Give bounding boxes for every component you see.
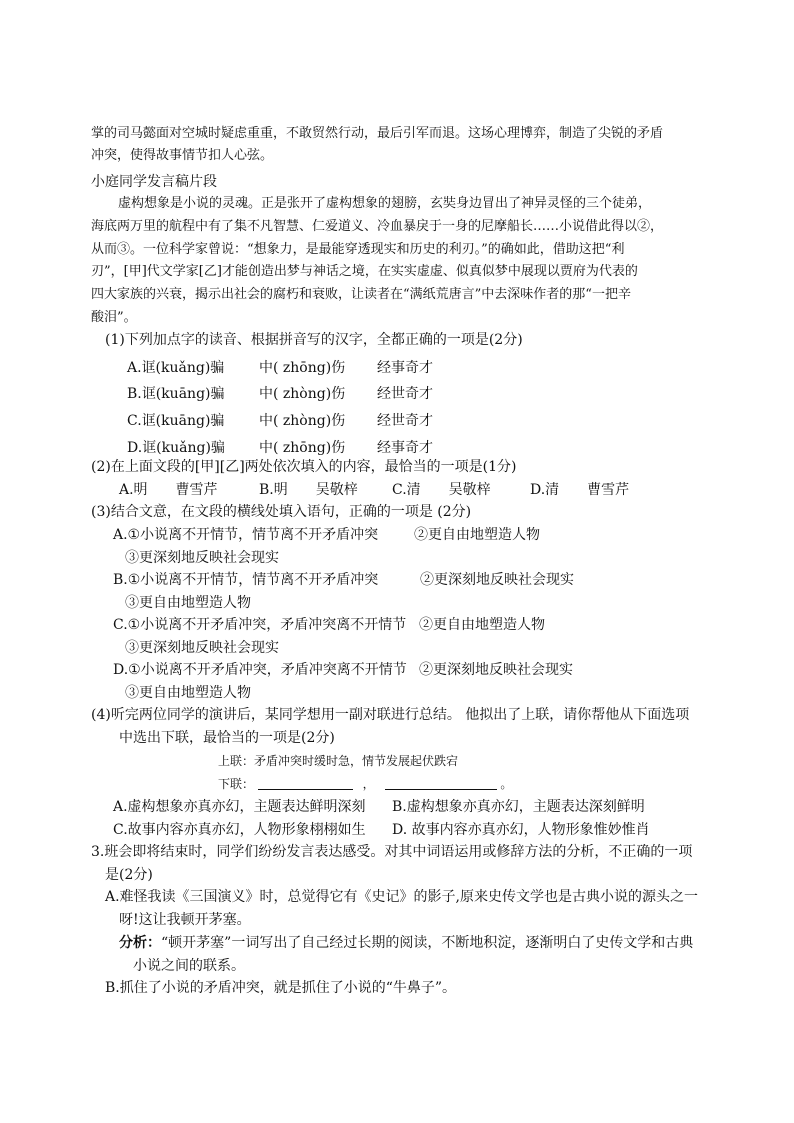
q1-option-a-word1: A.诓(kuǎng)骗 [127,360,225,376]
q3-option-d-line1: D.①小说离不开矛盾冲突，矛盾冲突离不开情节 [113,662,407,678]
q5-option-a-line1: A.难怪我读《三国演义》时，总觉得它有《史记》的影子,原来史传文学也是古典小说的源头之一 [105,889,699,905]
q5-analysis-line1 [119,935,693,952]
q4-period: 。 [500,777,513,791]
speech-line-3: 从而③。一位科学家曾说：“想象力，是最能穿透现实和历史的利刃。”的确如此，借助这把“利 [91,242,625,257]
q5-option-b-line1: B.抓住了小说的矛盾冲突，就是抓住了小说的“牛鼻子”。 [105,980,457,996]
q1-option-c [127,410,433,430]
q3-option-a-line1b: ②更自由地塑造人物 [414,527,540,543]
q3-option-b-line1: B.①小说离不开情节，情节离不开矛盾冲突 [113,572,379,588]
q5-stem-line1: 3.班会即将结束时，同学们纷纷发言表达感受。对其中词语运用或修辞方法的分析，不正确的一项 [91,844,693,860]
q5-stem-line2: 是(2分) [105,867,153,883]
q4-stem-line2: 中选出下联，最恰当的一项是(2分) [119,730,335,746]
q4-option-a: A.虚构想象亦真亦幻，主题表达鲜明深刻 [113,799,366,815]
q4-option-d: D. 故事内容亦真亦幻，人物形象惟妙惟肖 [392,822,650,838]
intro-line-2: 冲突，使得故事情节扣人心弦。 [91,148,274,163]
q4-option-b: B.虚构想象亦真亦幻，主题表达深刻鲜明 [392,799,645,815]
q1-option-a-word3: 经事奇才 [377,360,433,376]
q3-stem: (3)结合文意，在文段的横线处填入语句，正确的一项是 (2分) [91,504,472,520]
q5-analysis-label: 分析： [119,935,161,951]
q1-stem: (1)下列加点字的读音、根据拼音写的汉字，全都正确的一项是(2分) [105,332,523,348]
q1-option-d-word2: 中( zhōng)伤 [259,440,346,456]
speech-line-5: 四大家族的兴衰，揭示出社会的腐朽和衰败，让读者在“满纸荒唐言”中去深味作者的那“一把辛 [91,287,631,302]
q1-option-d-word3: 经事奇才 [377,440,433,456]
q5-option-a-line2: 呀!这让我顿开茅塞。 [119,912,251,928]
speech-line-6: 酸泪”。 [91,310,137,325]
q1-option-b [127,383,433,403]
q3-option-a-line2: ③更深刻地反映社会现实 [125,550,279,566]
q1-option-c-word2: 中( zhòng)伤 [259,413,346,429]
q1-option-b-word1: B.诓(kuāng)骗 [127,386,225,402]
q1-option-c-word3: 经世奇才 [377,413,433,429]
q1-option-b-word3: 经世奇才 [377,386,433,402]
q3-option-b-line2: ③更自由地塑造人物 [125,595,251,611]
q3-option-b-line1b: ②更深刻地反映社会现实 [420,572,574,588]
q4-blank-2[interactable] [385,777,497,790]
q5-analysis-line2: 小说之间的联系。 [133,958,245,974]
q4-stem-line1: (4)听完两位同学的演讲后，某同学想用一副对联进行总结。 他拟出了上联，请你帮他从下面选项 [91,707,690,723]
q3-option-c-line1b: ②更自由地塑造人物 [419,617,545,633]
q4-blank-1[interactable] [258,777,353,790]
q3-option-a-line1: A.①小说离不开情节，情节离不开矛盾冲突 [113,527,379,543]
q3-option-d-line1b: ②更深刻地反映社会现实 [419,662,573,678]
intro-line-1: 掌的司马懿面对空城时疑虑重重，不敢贸然行动，最后引军而退。这场心理博弈，制造了尖锐的矛盾 [91,126,664,141]
speech-line-2: 海底两万里的航程中有了集不凡智慧、仁爱道义、冷血暴戾于一身的尼摩船长……小说借此得以②， [91,219,664,234]
q2-option-d: D.清 曹雪芹 [530,482,630,498]
speech-line-4: 刃”，[甲]代文学家[乙]才能创造出梦与神话之境，在实实虚虚、似真似梦中展现以贾府为代表的 [91,264,638,279]
q1-option-d [127,437,433,457]
q5-analysis-text: “顿开茅塞”一词写出了自己经过长期的阅读，不断地积淀，逐渐明白了史传文学和古典 [161,935,694,951]
q4-lower-couplet [218,777,512,791]
q1-option-b-word2: 中( zhòng)伤 [259,386,346,402]
q3-option-d-line2: ③更自由地塑造人物 [125,685,251,701]
speech-heading: 小庭同学发言稿片段 [91,173,217,189]
q1-option-c-word1: C.诓(kuāng)骗 [127,413,225,429]
q3-option-c-line1: C.①小说离不开矛盾冲突，矛盾冲突离不开情节 [113,617,407,633]
q1-option-a-word2: 中( zhōng)伤 [259,360,346,376]
q1-option-a [127,357,433,377]
q1-option-d-word1: D.诓(kuǎng)骗 [127,440,225,456]
q4-option-c: C.故事内容亦真亦幻，人物形象栩栩如生 [113,822,366,838]
q2-option-b: B.明 吴敬梓 [259,482,358,498]
q2-option-a: A.明 曹雪芹 [119,482,218,498]
q2-option-c: C.清 吴敬梓 [392,482,491,498]
q2-stem: (2)在上面文段的[甲][乙]两处依次填入的内容，最恰当的一项是(1分) [91,459,517,475]
q4-lower-label: 下联： [218,777,255,791]
speech-line-1: 虚构想象是小说的灵魂。正是张开了虚构想象的翅膀，玄奘身边冒出了神异灵怪的三个徒弟， [118,196,652,211]
q3-option-c-line2: ③更深刻地反映社会现实 [125,640,279,656]
q4-comma: ， [362,777,375,791]
q4-upper-couplet: 上联：矛盾冲突时缓时急，情节发展起伏跌宕 [218,754,459,768]
